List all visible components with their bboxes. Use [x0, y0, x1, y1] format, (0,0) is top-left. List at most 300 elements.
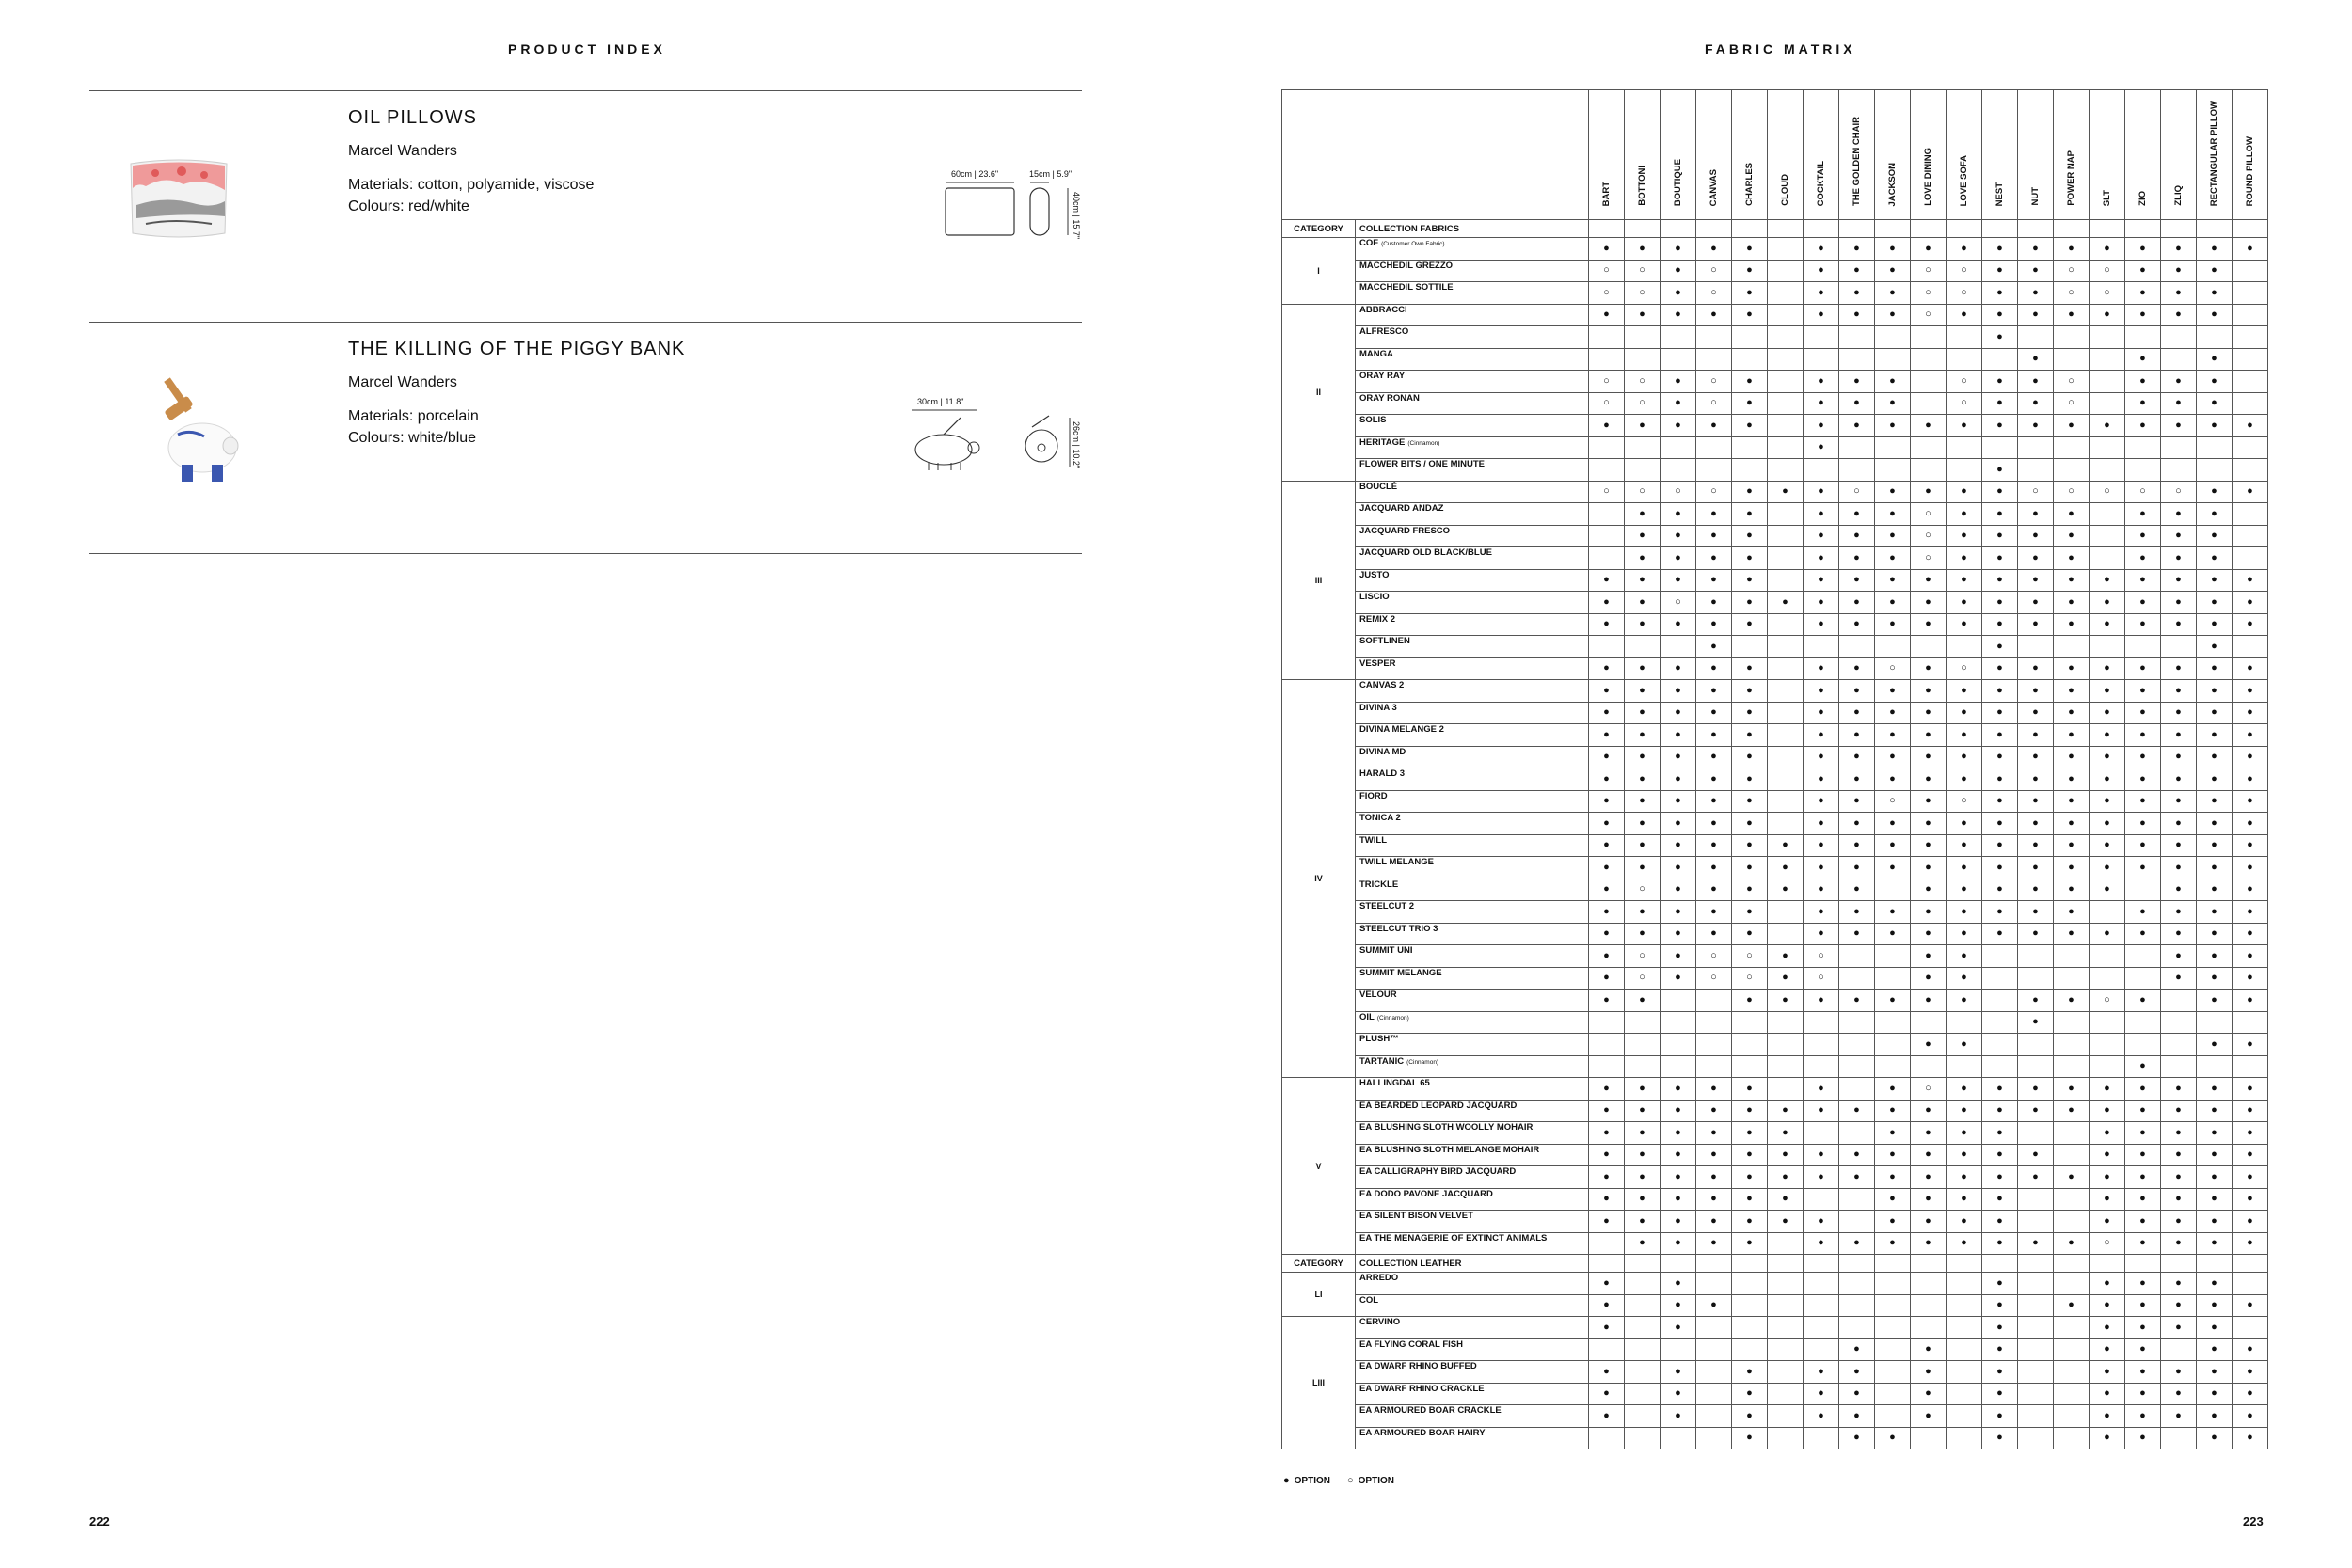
empty-cell: [1839, 1294, 1875, 1317]
empty-cell: [1589, 1232, 1625, 1255]
column-header: [1625, 90, 1661, 220]
filled-option-mark: ●: [1732, 768, 1768, 791]
empty-cell: [1982, 1055, 2018, 1078]
empty-cell: [1875, 1317, 1911, 1339]
fabric-name: TRICKLE: [1359, 879, 1399, 890]
fabric-name: TWILL: [1359, 834, 1388, 846]
filled-option-mark: ●: [2125, 282, 2161, 305]
legend-label: OPTION: [1358, 1476, 1394, 1486]
filled-option-mark: ●: [1696, 304, 1732, 326]
filled-option-mark: ●: [1804, 901, 1839, 924]
fabric-name-cell: [1356, 746, 1589, 768]
filled-option-mark: ●: [1661, 547, 1696, 570]
filled-option-mark: ●: [1625, 547, 1661, 570]
fabric-name: EA ARMOURED BOAR HAIRY: [1359, 1427, 1486, 1438]
filled-option-mark: ●: [2054, 657, 2090, 680]
filled-option-mark: ●: [2125, 746, 2161, 768]
fabric-name: EA SILENT BISON VELVET: [1359, 1211, 1473, 1221]
empty-cell: [2161, 636, 2197, 658]
empty-cell: [1768, 459, 1804, 482]
filled-option-mark: ●: [1875, 834, 1911, 857]
empty-cell: [2125, 967, 2161, 990]
filled-option-mark: ●: [1696, 923, 1732, 945]
column-header: [1947, 90, 1982, 220]
filled-option-mark: ●: [1661, 260, 1696, 282]
filled-option-mark: ●: [1875, 923, 1911, 945]
filled-option-mark: ●: [1661, 1078, 1696, 1101]
filled-option-mark: ●: [2161, 724, 2197, 747]
open-option-mark: ○: [1911, 525, 1947, 547]
filled-option-mark: ●: [1768, 945, 1804, 968]
filled-option-mark: ●: [2018, 282, 2054, 305]
empty-cell: [1696, 990, 1732, 1012]
dimension-width: 30cm | 11.8": [917, 397, 964, 406]
filled-option-mark: ●: [1696, 592, 1732, 614]
open-option-mark: ○: [2018, 481, 2054, 503]
empty-cell: [1911, 326, 1947, 349]
empty-cell: [1625, 636, 1661, 658]
filled-option-mark: ●: [1732, 990, 1768, 1012]
filled-option-mark: ●: [1589, 857, 1625, 879]
filled-option-mark: ●: [2161, 857, 2197, 879]
open-option-mark: ○: [2054, 282, 2090, 305]
empty-cell: [1732, 1294, 1768, 1317]
fabric-name-cell: [1356, 282, 1589, 305]
filled-option-mark: ●: [1875, 1144, 1911, 1166]
filled-option-mark: ●: [2018, 1166, 2054, 1189]
filled-option-mark: ●: [2018, 1232, 2054, 1255]
filled-option-mark: ●: [1732, 547, 1768, 570]
filled-option-mark: ●: [2197, 768, 2233, 791]
fabric-name: ARREDO: [1359, 1273, 1399, 1283]
filled-option-mark: ●: [1982, 1100, 2018, 1122]
open-option-mark: ○: [1947, 392, 1982, 415]
fabric-name-cell: [1356, 1338, 1589, 1361]
empty-cell: [2161, 348, 2197, 371]
filled-option-mark: ●: [1696, 1211, 1732, 1233]
filled-option-mark: ●: [1661, 371, 1696, 393]
empty-cell: [1768, 503, 1804, 526]
fabric-row: [1282, 1078, 2268, 1101]
oil-pillow-dimension-drawing: [944, 181, 1075, 239]
filled-option-mark: ●: [2197, 592, 2233, 614]
filled-option-mark: ●: [1589, 415, 1625, 437]
filled-option-mark: ●: [2090, 1405, 2125, 1428]
filled-option-mark: ●: [1947, 613, 1982, 636]
filled-option-mark: ●: [1661, 525, 1696, 547]
filled-option-mark: ●: [1625, 702, 1661, 724]
filled-option-mark: ●: [2090, 1188, 2125, 1211]
filled-option-mark: ●: [2054, 923, 2090, 945]
filled-option-mark: ●: [2161, 238, 2197, 261]
filled-option-mark: ●: [1589, 592, 1625, 614]
column-header: [2125, 90, 2161, 220]
fabric-row: [1282, 503, 2268, 526]
filled-option-mark: ●: [1732, 371, 1768, 393]
open-option-mark: ○: [2054, 260, 2090, 282]
legend-filled: [1283, 1475, 1330, 1486]
empty-cell: [1839, 945, 1875, 968]
filled-option-mark: ●: [2125, 990, 2161, 1012]
filled-option-mark: ●: [1732, 503, 1768, 526]
empty-cell: [1732, 436, 1768, 459]
fabric-name: JUSTO: [1359, 569, 1390, 580]
fabric-name: EA DWARF RHINO BUFFED: [1359, 1361, 1477, 1371]
empty-cell: [2054, 326, 2090, 349]
empty-cell: [2018, 1034, 2054, 1056]
filled-option-mark: ●: [1804, 392, 1839, 415]
empty-cell: [2233, 436, 2268, 459]
filled-option-mark: ●: [1982, 1383, 2018, 1405]
filled-option-mark: ●: [1804, 657, 1839, 680]
empty-cell: [2233, 282, 2268, 305]
filled-option-mark: ●: [1696, 768, 1732, 791]
filled-option-mark: ●: [1982, 525, 2018, 547]
empty-cell: [2161, 436, 2197, 459]
empty-cell: [2090, 1055, 2125, 1078]
filled-option-mark: ●: [1947, 1211, 1982, 1233]
page-number: 222: [89, 1514, 110, 1528]
filled-option-mark: ●: [2197, 371, 2233, 393]
filled-option-mark: ●: [2054, 304, 2090, 326]
column-header-label: BART: [1600, 181, 1612, 206]
filled-option-mark: ●: [1839, 1144, 1875, 1166]
filled-option-mark: ●: [2125, 790, 2161, 813]
filled-option-mark: ●: [1911, 879, 1947, 901]
fabric-name-cell: [1356, 481, 1589, 503]
category-heading: CATEGORY: [1282, 1255, 1356, 1273]
filled-option-mark: ●: [1875, 282, 1911, 305]
column-header: [2018, 90, 2054, 220]
empty-cell: [1875, 967, 1911, 990]
filled-option-mark: ●: [1661, 879, 1696, 901]
collection-heading: COLLECTION LEATHER: [1356, 1255, 1589, 1273]
filled-option-mark: ●: [1839, 392, 1875, 415]
filled-option-mark: ●: [1732, 1232, 1768, 1255]
matrix-cell: [1839, 1255, 1875, 1273]
filled-option-mark: ●: [2054, 768, 2090, 791]
filled-option-mark: ●: [1982, 415, 2018, 437]
empty-cell: [2197, 326, 2233, 349]
product-colours: Colours: red/white: [348, 198, 469, 214]
filled-option-mark: ●: [1982, 657, 2018, 680]
filled-option-mark: ●: [1947, 1144, 1982, 1166]
filled-option-mark: ●: [1696, 569, 1732, 592]
filled-option-mark: ●: [1982, 547, 2018, 570]
column-header-label: POWER NAP: [2065, 150, 2076, 206]
filled-option-mark: ●: [2054, 680, 2090, 703]
filled-option-mark: ●: [2161, 1078, 2197, 1101]
empty-cell: [1875, 1361, 1911, 1384]
filled-option-mark: ●: [1732, 238, 1768, 261]
filled-option-mark: ●: [1589, 990, 1625, 1012]
divider: [89, 553, 1082, 554]
empty-cell: [2054, 1427, 2090, 1449]
filled-option-mark: ●: [1804, 481, 1839, 503]
column-header: [2161, 90, 2197, 220]
filled-option-mark: ●: [1982, 768, 2018, 791]
filled-option-mark: ●: [1804, 990, 1839, 1012]
filled-option-mark: ●: [1625, 1188, 1661, 1211]
fabric-row: [1282, 834, 2268, 857]
fabric-row: [1282, 592, 2268, 614]
filled-option-mark: ●: [2161, 1211, 2197, 1233]
filled-option-mark: ●: [2233, 1078, 2268, 1101]
fabric-name: HARALD 3: [1359, 768, 1406, 779]
filled-option-mark: ●: [2018, 1011, 2054, 1034]
empty-cell: [2090, 371, 2125, 393]
empty-cell: [1768, 392, 1804, 415]
filled-option-mark: ●: [1875, 746, 1911, 768]
fabric-row: [1282, 702, 2268, 724]
fabric-row: [1282, 923, 2268, 945]
empty-cell: [1696, 326, 1732, 349]
product-materials: Materials: cotton, polyamide, viscose: [348, 177, 595, 193]
empty-cell: [1589, 1055, 1625, 1078]
filled-option-mark: ●: [1732, 702, 1768, 724]
filled-option-mark: ●: [1947, 702, 1982, 724]
filled-option-mark: ●: [2125, 1294, 2161, 1317]
empty-cell: [1768, 547, 1804, 570]
filled-option-mark: ●: [1839, 813, 1875, 835]
filled-option-mark: ●: [2125, 680, 2161, 703]
column-header-label: CLOUD: [1779, 174, 1790, 206]
fabric-name: TARTANIC: [1359, 1055, 1405, 1067]
empty-cell: [1589, 1338, 1625, 1361]
fabric-name: JACQUARD ANDAZ: [1359, 503, 1444, 514]
filled-option-mark: ●: [2161, 702, 2197, 724]
filled-option-mark: ●: [2018, 990, 2054, 1012]
open-dot-icon: ○: [1347, 1475, 1354, 1486]
filled-option-mark: ●: [1625, 503, 1661, 526]
filled-option-mark: ●: [1982, 304, 2018, 326]
open-option-mark: ○: [1875, 657, 1911, 680]
filled-option-mark: ●: [2197, 569, 2233, 592]
filled-option-mark: ●: [2090, 1427, 2125, 1449]
filled-option-mark: ●: [2233, 569, 2268, 592]
left-page-header: PRODUCT INDEX: [508, 41, 666, 56]
filled-option-mark: ●: [2054, 834, 2090, 857]
empty-cell: [1625, 1383, 1661, 1405]
empty-cell: [1911, 1273, 1947, 1295]
filled-option-mark: ●: [1982, 592, 2018, 614]
filled-option-mark: ●: [1696, 724, 1732, 747]
matrix-cell: [1732, 1255, 1768, 1273]
filled-option-mark: ●: [1661, 680, 1696, 703]
product-piggy-bank: [89, 322, 1082, 553]
empty-cell: [1768, 1232, 1804, 1255]
fabric-row: [1282, 768, 2268, 791]
empty-cell: [1768, 1055, 1804, 1078]
product-designer: Marcel Wanders: [348, 143, 457, 159]
fabric-name-cell: [1356, 1427, 1589, 1449]
fabric-name-cell: [1356, 879, 1589, 901]
filled-option-mark: ●: [1982, 923, 2018, 945]
empty-cell: [1732, 459, 1768, 482]
empty-cell: [1947, 326, 1982, 349]
empty-cell: [2018, 436, 2054, 459]
filled-option-mark: ●: [2125, 1144, 2161, 1166]
filled-option-mark: ●: [2125, 1166, 2161, 1189]
filled-option-mark: ●: [1947, 923, 1982, 945]
open-option-mark: ○: [2090, 481, 2125, 503]
filled-option-mark: ●: [1768, 592, 1804, 614]
filled-option-mark: ●: [2054, 238, 2090, 261]
fabric-row: [1282, 282, 2268, 305]
filled-option-mark: ●: [1804, 702, 1839, 724]
filled-option-mark: ●: [1732, 901, 1768, 924]
filled-option-mark: ●: [1911, 857, 1947, 879]
open-option-mark: ○: [2090, 1232, 2125, 1255]
empty-cell: [1947, 1294, 1982, 1317]
filled-option-mark: ●: [1732, 304, 1768, 326]
filled-option-mark: ●: [1839, 1361, 1875, 1384]
matrix-cell: [2161, 220, 2197, 238]
empty-cell: [1768, 371, 1804, 393]
filled-option-mark: ●: [2233, 238, 2268, 261]
filled-option-mark: ●: [1875, 1100, 1911, 1122]
matrix-cell: [1911, 1255, 1947, 1273]
empty-cell: [1768, 790, 1804, 813]
filled-option-mark: ●: [1982, 1144, 2018, 1166]
fabric-note: (Cinnamon): [1407, 439, 1440, 447]
empty-cell: [2018, 1361, 2054, 1384]
empty-cell: [1875, 1294, 1911, 1317]
empty-cell: [2125, 945, 2161, 968]
filled-option-mark: ●: [2018, 923, 2054, 945]
filled-option-mark: ●: [1589, 834, 1625, 857]
filled-option-mark: ●: [1661, 967, 1696, 990]
empty-cell: [1661, 1055, 1696, 1078]
filled-option-mark: ●: [2161, 1294, 2197, 1317]
empty-cell: [2233, 503, 2268, 526]
filled-option-mark: ●: [1732, 813, 1768, 835]
empty-cell: [1625, 1034, 1661, 1056]
filled-option-mark: ●: [2197, 613, 2233, 636]
empty-cell: [2197, 459, 2233, 482]
filled-option-mark: ●: [2197, 348, 2233, 371]
filled-option-mark: ●: [2197, 746, 2233, 768]
filled-option-mark: ●: [1696, 1078, 1732, 1101]
empty-cell: [2054, 967, 2090, 990]
filled-option-mark: ●: [1661, 238, 1696, 261]
filled-option-mark: ●: [1911, 415, 1947, 437]
empty-cell: [2233, 371, 2268, 393]
filled-option-mark: ●: [1947, 238, 1982, 261]
filled-option-mark: ●: [2125, 724, 2161, 747]
filled-option-mark: ●: [2197, 879, 2233, 901]
fabric-name: SUMMIT UNI: [1359, 945, 1413, 956]
filled-option-mark: ●: [2125, 1317, 2161, 1339]
filled-option-mark: ●: [1804, 436, 1839, 459]
filled-option-mark: ●: [1911, 1383, 1947, 1405]
category-label: III: [1282, 481, 1356, 680]
filled-option-mark: ●: [1768, 990, 1804, 1012]
empty-cell: [1875, 1405, 1911, 1428]
empty-cell: [1947, 1317, 1982, 1339]
empty-cell: [1732, 1055, 1768, 1078]
filled-option-mark: ●: [1589, 238, 1625, 261]
filled-option-mark: ●: [1589, 1211, 1625, 1233]
filled-option-mark: ●: [2054, 547, 2090, 570]
fabric-name: ORAY RAY: [1359, 371, 1406, 381]
empty-cell: [1911, 1294, 1947, 1317]
filled-option-mark: ●: [2054, 1166, 2090, 1189]
filled-option-mark: ●: [1696, 1144, 1732, 1166]
filled-option-mark: ●: [2197, 901, 2233, 924]
fabric-name: DIVINA 3: [1359, 702, 1397, 713]
filled-option-mark: ●: [2090, 238, 2125, 261]
empty-cell: [1839, 1055, 1875, 1078]
fabric-name-cell: [1356, 680, 1589, 703]
empty-cell: [2090, 1011, 2125, 1034]
filled-option-mark: ●: [1911, 1166, 1947, 1189]
fabric-row: [1282, 813, 2268, 835]
matrix-cell: [1696, 1255, 1732, 1273]
filled-option-mark: ●: [1804, 569, 1839, 592]
fabric-name-cell: [1356, 945, 1589, 968]
filled-option-mark: ●: [1911, 945, 1947, 968]
filled-option-mark: ●: [2233, 834, 2268, 857]
filled-option-mark: ●: [1839, 1166, 1875, 1189]
filled-option-mark: ●: [1911, 790, 1947, 813]
filled-option-mark: ●: [2161, 834, 2197, 857]
matrix-cell: [1661, 220, 1696, 238]
fabric-row: [1282, 1211, 2268, 1233]
empty-cell: [2125, 326, 2161, 349]
filled-option-mark: ●: [2054, 1294, 2090, 1317]
empty-cell: [1911, 348, 1947, 371]
filled-option-mark: ●: [1804, 1405, 1839, 1428]
empty-cell: [1875, 1383, 1911, 1405]
filled-option-mark: ●: [1839, 1427, 1875, 1449]
filled-option-mark: ●: [1661, 304, 1696, 326]
fabric-name: STEELCUT 2: [1359, 901, 1415, 911]
empty-cell: [1875, 1034, 1911, 1056]
filled-option-mark: ●: [2090, 1144, 2125, 1166]
filled-option-mark: ●: [1911, 657, 1947, 680]
fabric-name-cell: [1356, 724, 1589, 747]
filled-option-mark: ●: [2233, 680, 2268, 703]
filled-option-mark: ●: [1875, 592, 1911, 614]
filled-option-mark: ●: [1947, 503, 1982, 526]
column-header-label: COCKTAIL: [1815, 160, 1826, 206]
empty-cell: [1696, 1383, 1732, 1405]
fabric-name: ALFRESCO: [1359, 326, 1409, 337]
fabric-name-cell: [1356, 1211, 1589, 1233]
filled-option-mark: ●: [1589, 1273, 1625, 1295]
matrix-cell: [2018, 220, 2054, 238]
filled-option-mark: ●: [1804, 282, 1839, 305]
filled-option-mark: ●: [1661, 813, 1696, 835]
filled-option-mark: ●: [1982, 724, 2018, 747]
filled-option-mark: ●: [1982, 746, 2018, 768]
matrix-cell: [2018, 1255, 2054, 1273]
filled-option-mark: ●: [1947, 945, 1982, 968]
filled-option-mark: ●: [1911, 1188, 1947, 1211]
matrix-cell: [1875, 220, 1911, 238]
fabric-name-cell: [1356, 813, 1589, 835]
filled-option-mark: ●: [1589, 813, 1625, 835]
filled-option-mark: ●: [1589, 1100, 1625, 1122]
column-header-label: NUT: [2029, 187, 2041, 206]
filled-option-mark: ●: [2090, 857, 2125, 879]
filled-option-mark: ●: [1804, 834, 1839, 857]
filled-option-mark: ●: [1947, 834, 1982, 857]
fabric-name: COL: [1359, 1294, 1379, 1306]
matrix-cell: [1875, 1255, 1911, 1273]
filled-option-mark: ●: [2197, 857, 2233, 879]
